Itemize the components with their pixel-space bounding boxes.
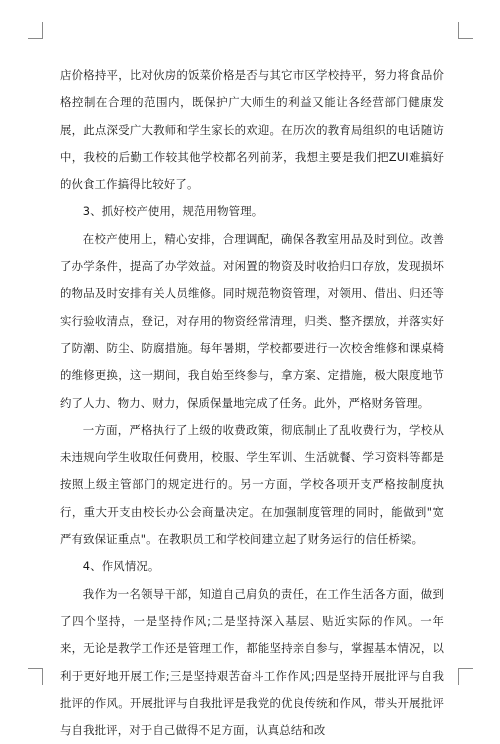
paragraph-finance: 一方面，严格执行了上级的收费政策，彻底制止了乱收费行为，学校从未违规向学生收取任何费用，校服、学生军训、生活就餐、学习资料等都是按照上级主管部门的规定进行的。另一方面，学校各项开支严格按制度执行，重大开支由校长办公会商量决定。在加强制度管理的同时，能做到"宽严有致保证重点"。在教职员工和学校间建立起了财务运行的信任桥梁。 [60,422,444,547]
crop-mark-top-right [458,22,473,39]
crop-mark-bottom-right [458,668,473,685]
section-heading-3: 3、抓好校产使用，规范用物管理。 [82,204,264,219]
document-body [60,62,444,744]
paragraph-continued: 店价格持平，比对伙房的饭菜价格是否与其它市区学校持平，努力将食品价格控制在合理的范围内，既保护广大师生的利益又能让各经营部门健康发展，此点深受广大教师和学生家长的欢迎。在历次的教育局组织的电话随访中，我校的后勤工作较其他学校都名列前茅，我想主要是我们把ZUI难搞好的伙食工作搞得比较好了。 [60,68,444,192]
crop-mark-top-left [28,22,43,39]
crop-mark-bottom-left [28,668,43,685]
paragraph-work-style: 我作为一名领导干部，知道自己肩负的责任，在工作生活各方面，做到了四个坚持，一是坚持作风;二是坚持深入基层、贴近实际的作风。一年来，无论是教学工作还是管理工作，都能坚持亲自参与，掌握基本情况，以利于更好地开展工作;三是坚持艰苦奋斗工作作风;四是坚持开展批评与自我批评的作风。开展批评与自我批评是我党的优良传统和作风，带头开展批评与自我批评，对于自己做得不足方面，认真总结和改 [60,586,444,738]
section-heading-4: 4、作风情况。 [82,559,160,574]
paragraph-asset-management: 在校产使用上，精心安排，合理调配，确保各教室用品及时到位。改善了办学条件，提高了办学效益。对闲置的物资及时收拾归口存放，发现损坏的物品及时安排有关人员维修。同时规范物资管理，对领用、借出、归还等实行验收清点，登记，对存用的物资经常清理，归类、整齐摆放，并落实好了防潮、防尘、防腐措施。每年暑期，学校都要进行一次校舍维修和课桌椅的维修更换，这一期间，我自始至终参与，拿方案、定措施，极大限度地节约了人力、物力、财力，保质保量地完成了任务。此外，严格财务管理。 [60,231,444,410]
